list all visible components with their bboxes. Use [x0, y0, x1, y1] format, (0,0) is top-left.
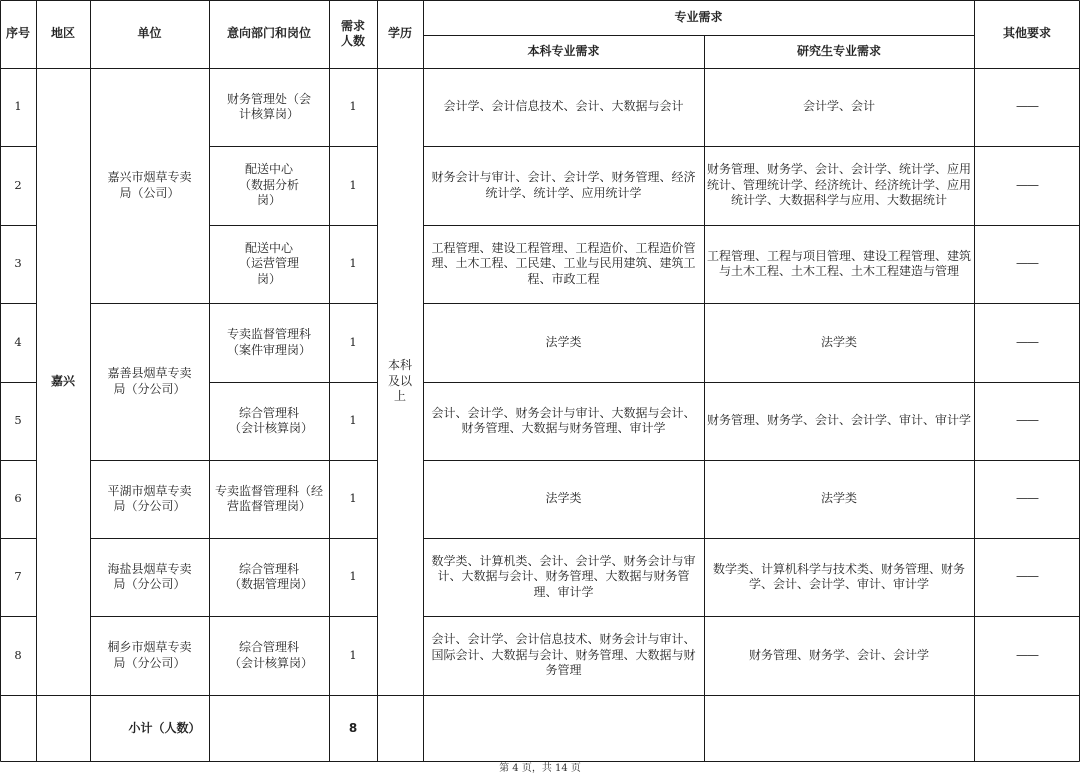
row-position: 配送中心（数据分析岗）	[238, 162, 299, 208]
header-graduate: 研究生专业需求	[796, 43, 881, 58]
row-undergrad: 工程管理、建设工程管理、工程造价、工程造价管理、土木工程、工民建、工业与民用建筑、建筑工程、市政工程	[431, 240, 696, 286]
row-count: 1	[349, 177, 357, 192]
row-seq: 3	[14, 256, 22, 271]
unit-cell: 海盐县烟草专卖局（分公司）	[107, 561, 192, 591]
row-seq: 4	[14, 334, 22, 349]
row-other: ——	[1016, 413, 1038, 428]
row-count: 1	[349, 256, 357, 271]
row-other: ——	[1016, 569, 1038, 584]
row-count: 1	[349, 491, 357, 506]
row-position: 财务管理处（会计核算岗）	[227, 91, 312, 121]
subtotal-label: 小计（人数）	[128, 720, 201, 735]
row-graduate: 会计学、会计	[802, 99, 875, 114]
row-other: ——	[1016, 99, 1038, 114]
row-seq: 6	[14, 491, 22, 506]
row-undergrad: 会计学、会计信息技术、会计、大数据与会计	[443, 99, 684, 114]
row-other: ——	[1016, 491, 1038, 506]
row-graduate: 财务管理、财务学、会计、会计学	[748, 647, 929, 662]
page-footer: 第 4 页，共 14 页	[499, 763, 581, 774]
row-graduate: 法学类	[820, 491, 857, 506]
row-seq: 7	[14, 569, 22, 584]
row-seq: 5	[14, 413, 22, 428]
row-graduate: 数学类、计算机科学与技术类、财务管理、财务学、会计、会计学、审计、审计学	[712, 561, 965, 591]
row-count: 1	[349, 413, 357, 428]
row-undergrad: 会计、会计学、财务会计与审计、大数据与会计、财务管理、大数据与财务管理、审计学	[431, 405, 696, 435]
row-count: 1	[349, 569, 357, 584]
row-other: ——	[1016, 647, 1038, 662]
row-undergrad: 法学类	[545, 334, 582, 349]
unit-cell: 嘉善县烟草专卖局（分公司）	[107, 366, 192, 396]
header-other: 其他要求	[1002, 26, 1051, 41]
unit-cell: 平湖市烟草专卖局（分公司）	[107, 483, 192, 513]
row-position: 综合管理科（数据管理岗）	[229, 561, 314, 591]
row-undergrad: 法学类	[545, 491, 582, 506]
row-position: 综合管理科（会计核算岗）	[229, 405, 314, 435]
region-cell: 嘉兴	[50, 373, 75, 388]
row-count: 1	[349, 99, 357, 114]
row-graduate: 财务管理、财务学、会计、会计学、审计、审计学	[706, 413, 971, 428]
unit-cell: 嘉兴市烟草专卖局（公司）	[107, 170, 192, 200]
row-other: ——	[1016, 177, 1038, 192]
education-cell: 本科及以上	[387, 358, 412, 404]
row-graduate: 工程管理、工程与项目管理、建设工程管理、建筑与土木工程、土木工程、土木工程建造与管理	[706, 248, 971, 278]
row-position: 综合管理科（会计核算岗）	[229, 640, 314, 670]
header-position: 意向部门和岗位	[226, 26, 311, 41]
row-position: 配送中心（运营管理岗）	[238, 240, 299, 286]
row-position: 专卖监督管理科（经营监督管理岗）	[215, 483, 324, 513]
row-undergrad: 会计、会计学、会计信息技术、财务会计与审计、国际会计、大数据与会计、财务管理、大数据与财务管理	[431, 632, 696, 678]
header-undergrad: 本科专业需求	[527, 43, 600, 58]
header-seq: 序号	[5, 26, 30, 41]
row-seq: 8	[14, 647, 22, 662]
row-undergrad: 数学类、计算机类、会计、会计学、财务会计与审计、大数据与会计、财务管理、大数据与财务管理、审计学	[431, 553, 696, 599]
header-region: 地区	[50, 26, 75, 41]
header-count: 需求人数	[340, 18, 365, 48]
subtotal-value: 8	[348, 720, 358, 735]
row-seq: 2	[14, 177, 22, 192]
row-graduate: 财务管理、财务学、会计、会计学、统计学、应用统计、管理统计学、经济统计、经济统计学、应用统计学、大数据科学与应用、大数据统计	[706, 162, 971, 208]
row-position: 专卖监督管理科（案件审理岗）	[226, 327, 311, 357]
row-graduate: 法学类	[820, 334, 857, 349]
row-count: 1	[349, 647, 357, 662]
unit-cell: 桐乡市烟草专卖局（分公司）	[107, 640, 192, 670]
header-education: 学历	[387, 26, 412, 41]
row-count: 1	[349, 334, 357, 349]
row-other: ——	[1016, 256, 1038, 271]
header-unit: 单位	[137, 26, 162, 41]
header-major-group: 专业需求	[674, 9, 723, 24]
row-seq: 1	[14, 99, 22, 114]
row-other: ——	[1016, 334, 1038, 349]
row-undergrad: 财务会计与审计、会计、会计学、财务管理、经济统计学、统计学、应用统计学	[431, 170, 696, 200]
